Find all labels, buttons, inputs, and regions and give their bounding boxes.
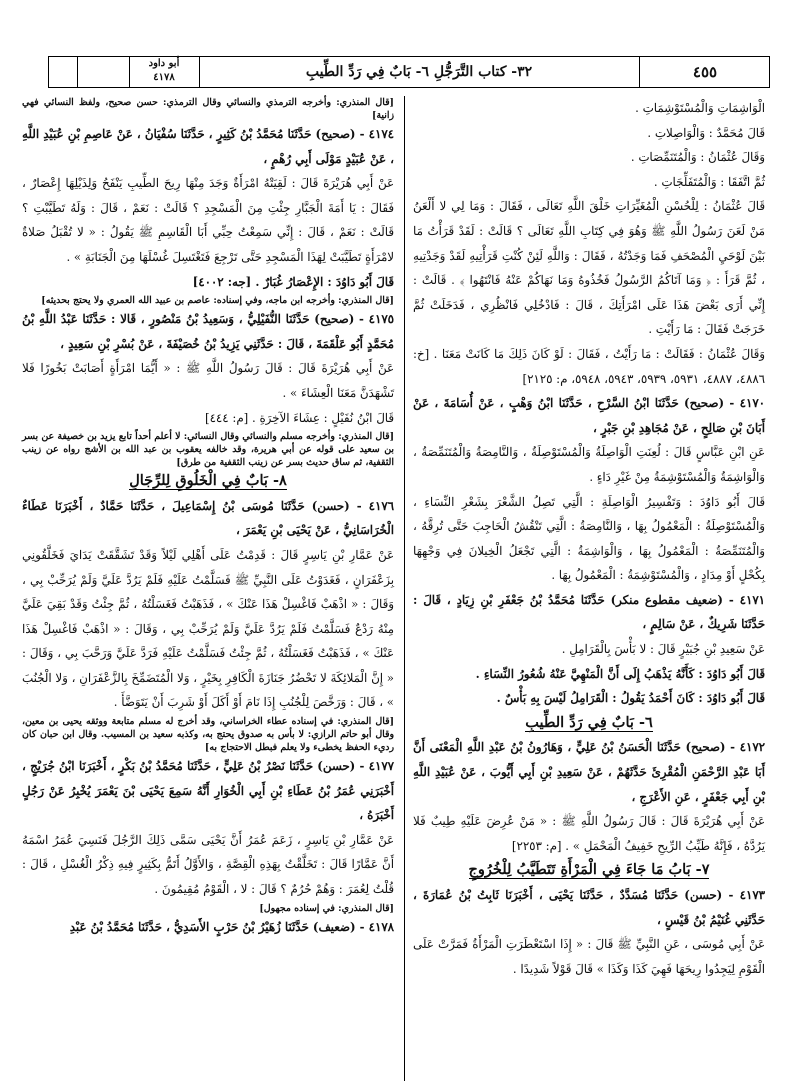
hadith-isnad: ٤١٧٢ - (صحيح) حَدَّثَنَا الْحَسَنُ بْنُ عَلِيٍّ ، وَهَارُونُ بْنُ عَبْدِ اللَّهِ الْمَعْنَى أَنَّ أَبَا عَبْدِ الرَّحْمَنِ الْمُقْرِئَ حَدَّثَهُمْ ، عَنْ سَعِيدِ بْنِ أَبِي أَيُّوبَ ، عَنْ عُبَيْدِ اللَّهِ بْنِ أَبِي جَعْفَرٍ ، عَنِ الأَعْرَجِ ، [413,740,765,804]
paragraph: وَقَالَ عُثْمَانُ : فَقَالَتْ : مَا رَأَيْتُ ، فَقَالَ : لَوْ كَانَ ذَلِكَ مَا كَانَتْ مَعَنَا . [خ: ٤٨٨٦، ٤٨٨٧، ٥٩٣١، ٥٩٣٩، ٥٩٤٣، ٥٩٤٨، م: ٢١٢٥] [413,346,765,386]
footnote: [قال المنذري: في إسناده عطاء الخراساني، وقد أخرج له مسلم متابعة ووثقه يحيى بن معين، وقال أبو حاتم الرازي: لا بأس به صدوق يحتج به، وكذبه سعيد بن المسيب. وقال ابن حبان كان رديء الحفظ يخطىء ولا يعلم فبطل الاحتجاج به] [22,716,394,754]
header-ref-label: أبو داود [148,58,180,69]
paragraph: عَنْ عَمَّارِ بْنِ يَاسِرٍ ، زَعَمَ عُمَرُ أَنَّ يَحْيَى سَمَّى ذَلِكَ الرَّجُلَ فَنَسِيَ عُمَرُ اسْمَهُ أَنَّ عَمَّارًا قَالَ : تَخَلَّقْتُ بِهَذِهِ الْقِصَّةِ ، وَالأَوَّلُ أَتَمُّ بِكَثِيرٍ فِيهِ ذِكْرُ الْغُسْلِ ، قَالَ : قُلْتُ لِعُمَرَ : وَهُمْ حُرُمٌ ؟ قَالَ : لا ، الْقَوْمُ مُقِيمُونَ . [22,832,394,897]
paragraph: عَنْ أَبِي هُرَيْرَةَ قَالَ : قَالَ رَسُولُ اللَّهِ ﷺ : « أَيُّمَا امْرَأَةٍ أَصَابَتْ بَخُورًا فَلا تَشْهَدَنَّ مَعَنَا الْعِشَاءَ » . [22,361,394,400]
left-column [22,96,394,939]
hadith-isnad: ٤١٧١ - (ضعيف مقطوع منكر) حَدَّثَنَا مُحَمَّدُ بْنُ جَعْفَرِ بْنِ زِيَادٍ ، قَالَ : حَدَّثَنَا شَرِيكٌ ، عَنْ سَالِمٍ ، [413,592,765,632]
paragraph: قَالَ عُثْمَانُ : لِلْحُسْنِ الْمُغَيِّرَاتِ خَلْقَ اللَّهِ تَعَالَى ، فَقَالَ : وَمَا لِي لا أَلْعَنُ مَنْ لَعَنَ رَسُولُ اللَّهِ ﷺ وَهُوَ فِي كِتَابِ اللَّهِ تَعَالَى ؟ قَالَتْ : لَقَدْ قَرَأْتُ مَا بَيْنَ لَوْحَيِ الْمُصْحَفِ فَمَا وَجَدْتُهُ ، فَقَالَ : وَاللَّهِ لَئِنْ كُنْتِ قَرَأْتِيهِ لَقَدْ وَجَدْتِيهِ ، ثُمَّ قَرَأَ : ﴿ وَمَا آتَاكُمُ الرَّسُولُ فَخُذُوهُ وَمَا نَهَاكُمْ عَنْهُ فَانْتَهُوا ﴾ . قَالَتْ : إِنِّي أَرَى بَعْضَ هَذَا عَلَى امْرَأَتِكَ ، قَالَ : فَادْخُلِي فَانْظُرِي ، فَدَخَلَتْ ثُمَّ خَرَجَتْ فَقَالَ : مَا رَأَيْتِ . [413,199,765,337]
paragraph: قَالَ ابْنُ نُفَيْلٍ : عِشَاءَ الآخِرَةِ . [م: ٤٤٤] [204,410,394,425]
hadith-isnad: ٤١٧٧ - (حسن) حَدَّثَنَا نَصْرُ بْنُ عَلِيٍّ ، حَدَّثَنَا مُحَمَّدُ بْنُ بَكْرٍ ، أَخْبَرَنَا ابْنُ جُرَيْجٍ ، أَخْبَرَنِي عُمَرُ بْنُ عَطَاءِ بْنِ أَبِي الْخُوَارِ أَنَّهُ سَمِعَ يَحْيَى بْنَ يَعْمَرَ يُخْبِرُ عَنْ رَجُلٍ أَخْبَرَهُ ، [22,759,394,823]
hadith-isnad: ٤١٧٦ - (حسن) حَدَّثَنَا مُوسَى بْنُ إِسْمَاعِيلَ ، حَدَّثَنَا حَمَّادٌ ، أَخْبَرَنَا عَطَاءٌ الْخُرَاسَانِيُّ ، عَنْ يَحْيَى بْنِ يَعْمَرَ ، [22,498,394,538]
paragraph: عَنْ أَبِي هُرَيْرَةَ قَالَ : قَالَ رَسُولُ اللَّهِ ﷺ : « مَنْ عُرِضَ عَلَيْهِ طِيبٌ فَلا يَرُدَّهُ ، فَإِنَّهُ طَيِّبُ الرِّيحِ خَفِيفُ الْمَحْمَلِ » . [م: ٢٢٥٣] [413,814,765,853]
paragraph: قَالَ أَبُو دَاوُدَ : وَتَفْسِيرُ الْوَاصِلَةِ : الَّتِي تَصِلُ الشَّعْرَ بِشَعْرِ النِّسَاءِ ، وَالْمُسْتَوْصِلَةُ : الْمَعْمُولُ بِهَا ، وَالنَّامِصَةُ : الَّتِي تَنْقُشُ الْحَاجِبَ حَتَّى تُرِقَّهُ ، وَالْمُتَنَمِّصَةُ : الْمَعْمُولُ بِهَا ، وَالْوَاشِمَةُ : الَّتِي تَجْعَلُ الْخِيلانَ فِي وَجْهِهَا بِكُحْلٍ أَوْ مِدَادٍ ، وَالْمُسْتَوْشِمَةُ : الْمَعْمُولُ بِهَا . [413,494,765,583]
paragraph: قَالَ أَبُو دَاوُدَ : كَانَ أَحْمَدُ يَقُولُ : الْقَرَامِلُ لَيْسَ بِهِ بَأْسٌ . [496,691,765,706]
chapter-heading [22,469,394,494]
paragraph: عَنْ عَمَّارِ بْنِ يَاسِرٍ قَالَ : قَدِمْتُ عَلَى أَهْلِي لَيْلاً وَقَدْ تَشَقَّقَتْ يَدَايَ فَخَلَّقُونِي بِزَعْفَرَانٍ ، فَغَدَوْتُ عَلَى النَّبِيِّ ﷺ فَسَلَّمْتُ عَلَيْهِ فَلَمْ يَرُدَّ عَلَيَّ وَلَمْ يُرَحِّبْ بِي ، وَقَالَ : « اذْهَبْ فَاغْسِلْ هَذَا عَنْكَ » ، فَذَهَبْتُ فَغَسَلْتُهُ ، ثُمَّ جِئْتُ وَقَدْ بَقِيَ عَلَيَّ مِنْهُ رَدْعٌ فَسَلَّمْتُ فَلَمْ يَرُدَّ عَلَيَّ وَلَمْ يُرَحِّبْ بِي ، وَقَالَ : « اذْهَبْ فَاغْسِلْ هَذَا عَنْكَ » ، فَذَهَبْتُ فَغَسَلْتُهُ ، ثُمَّ جِئْتُ فَسَلَّمْتُ عَلَيْهِ فَرَدَّ عَلَيَّ وَرَحَّبَ بِي ، وَقَالَ : « إِنَّ الْمَلائِكَةَ لا تَحْضُرُ جَنَازَةَ الْكَافِرِ بِخَيْرٍ ، وَلا الْمُتَضَمِّخَ بِالزَّعْفَرَانِ ، وَلا الْجُنُبَ » ، قَالَ : وَرَخَّصَ لِلْجُنُبِ إِذَا نَامَ أَوْ أَكَلَ أَوْ شَرِبَ أَنْ يَتَوَضَّأَ . [22,547,394,710]
header-reference [129,57,199,87]
footnote: [قال المنذري: في إسناده مجهول] [259,902,394,914]
paragraph: قَالَ مُحَمَّدٌ : وَالْوَاصِلاتِ . [647,125,765,140]
paragraph: عَنْ أَبِي هُرَيْرَةَ قَالَ : لَقِيَتْهُ امْرَأَةٌ وَجَدَ مِنْهَا رِيحَ الطِّيبِ يَنْفَحُ وَلِذَيْلِهَا إِعْصَارٌ ، فَقَالَ : يَا أَمَةَ الْجَبَّارِ جِئْتِ مِنَ الْمَسْجِدِ ؟ قَالَتْ : نَعَمْ ، قَالَ : وَلَهُ تَطَيَّبْتِ ؟ قَالَتْ : نَعَمْ ، قَالَ : إِنِّي سَمِعْتُ حِبِّي أَبَا الْقَاسِمِ ﷺ يَقُولُ : « لا تُقْبَلُ صَلاةٌ لامْرَأَةٍ تَطَيَّبَتْ لِهَذَا الْمَسْجِدِ حَتَّى تَرْجِعَ فَتَغْتَسِلَ غُسْلَهَا مِنَ الْجَنَابَةِ » . [22,176,394,264]
header-title: ٣٢- كتاب التَّرَجُّلِ ٦- بَابٌ فِي رَدِّ الطِّيبِ [305,64,533,80]
paragraph: عَنْ سَعِيدِ بْنِ جُبَيْرٍ قَالَ : لا بَأْسَ بِالْقَرَامِلِ . [561,642,765,657]
running-header [48,56,770,88]
hadith-isnad: ٤١٧٠ - (صحيح) حَدَّثَنَا ابْنُ السَّرْحِ ، حَدَّثَنَا ابْنُ وَهْبٍ ، عَنْ أُسَامَةَ ، عَنْ أَبَانَ بْنِ صَالِحٍ ، عَنْ مُجَاهِدِ بْنِ جَبْرٍ ، [413,396,765,435]
right-column [413,96,765,981]
header-ref-number: ٤١٧٨ [153,72,175,83]
hadith-isnad: ٤١٧٣ - (حسن) حَدَّثَنَا مُسَدَّدٌ ، حَدَّثَنَا يَحْيَى ، أَخْبَرَنَا ثَابِتُ بْنُ عُمَارَةَ ، حَدَّثَنِي غُنَيْمُ بْنُ قَيْسٍ ، [413,888,765,927]
paragraph: عَنْ أَبِي مُوسَى ، عَنِ النَّبِيِّ ﷺ قَالَ : « إِذَا اسْتَعْطَرَتِ الْمَرْأَةُ فَمَرَّتْ عَلَى الْقَوْمِ لِيَجِدُوا رِيحَهَا فَهِيَ كَذَا وَكَذَا » قَالَ قَوْلاً شَدِيدًا . [413,937,765,976]
chapter-heading-text: ٨- بَابٌ فِي الْخَلُوقِ لِلرِّجَالِ [129,472,287,490]
paragraph: قَالَ أَبُو دَاوُدَ : كَأَنَّهُ يَذْهَبُ إِلَى أَنَّ الْمَنْهِيَّ عَنْهُ شُعُورُ النِّسَاءِ . [475,666,765,681]
footnote: [قال المنذري: وأخرجه ابن ماجه، وفي إسناده: عاصم بن عبيد الله العمري ولا يحتج بحديثه] [41,295,394,307]
hadith-isnad: ٤١٧٤ - (صحيح) حَدَّثَنَا مُحَمَّدُ بْنُ كَثِيرٍ ، حَدَّثَنَا سُفْيَانُ ، عَنْ عَاصِمِ بْنِ عُبَيْدِ اللَّهِ ، عَنْ عُبَيْدٍ مَوْلَى أَبِي رُهْمٍ ، [22,127,394,166]
paragraph: ثُمَّ اتَّفَقَا : وَالْمُتَفَلِّجَاتِ . [653,174,765,189]
paragraph: وَقَالَ عُثْمَانُ : وَالْمُتَنَمِّصَاتِ . [630,150,765,165]
paragraph: عَنِ ابْنِ عَبَّاسٍ قَالَ : لُعِنَتِ الْوَاصِلَةُ وَالْمُسْتَوْصِلَةُ ، وَالنَّامِصَةُ وَالْمُتَنَمِّصَةُ ، وَالْوَاشِمَةُ وَالْمُسْتَوْشِمَةُ مِنْ غَيْرِ دَاءٍ . [413,445,765,484]
paragraph: الْوَاشِمَاتِ وَالْمُسْتَوْشِمَاتِ . [635,101,765,115]
footnote: [قال المنذري: وأخرجه الترمذي والنسائي وقال الترمذي: حسن صحيح، ولفظ النسائي فهي زانية] [22,97,394,121]
chapter-heading-text: ٧- بَابُ مَا جَاءَ فِي الْمَرْأَةِ تَتَطَيَّبُ لِلْخُرُوجِ [468,861,710,879]
chapter-heading [413,858,765,883]
hadith-isnad: ٤١٧٥ - (صحيح) حَدَّثَنَا النُّفَيْلِيُّ ، وَسَعِيدُ بْنُ مَنْصُورٍ ، قَالا : حَدَّثَنَا عَبْدُ اللَّهِ بْنُ مُحَمَّدٍ أَبُو عَلْقَمَةَ ، قَالَ : حَدَّثَنِي يَزِيدُ بْنُ خُصَيْفَةَ ، عَنْ بُسْرِ بْنِ سَعِيدٍ ، [22,312,394,351]
chapter-heading [413,711,765,736]
paragraph: قَالَ أَبُو دَاوُدَ : الإِعْصَارُ غُبَارٌ . [جه: ٤٠٠٢] [192,274,394,289]
column-divider [404,96,405,1081]
footnote: [قال المنذري: وأخرجه مسلم والنسائي وقال النسائي: لا أعلم أحداً تابع يزيد بن خصيفة عن بسر بن سعيد على قوله عن أبي هريرة، وقد خالفه يعقوب بن عبد الله بن الأشج رواه عن زينب الثقفية، ثم ساق حديث بسر عن زينب الثقفية من طرق] [21,431,394,469]
chapter-heading-text: ٦- بَابٌ فِي رَدِّ الطِّيبِ [525,713,653,731]
hadith-isnad: ٤١٧٨ - (ضعيف) حَدَّثَنَا زُهَيْرُ بْنُ حَرْبٍ الأَسَدِيُّ ، حَدَّثَنَا مُحَمَّدُ بْنُ عَبْدِ [69,919,394,934]
page-number: ٤٥٥ [692,63,718,81]
